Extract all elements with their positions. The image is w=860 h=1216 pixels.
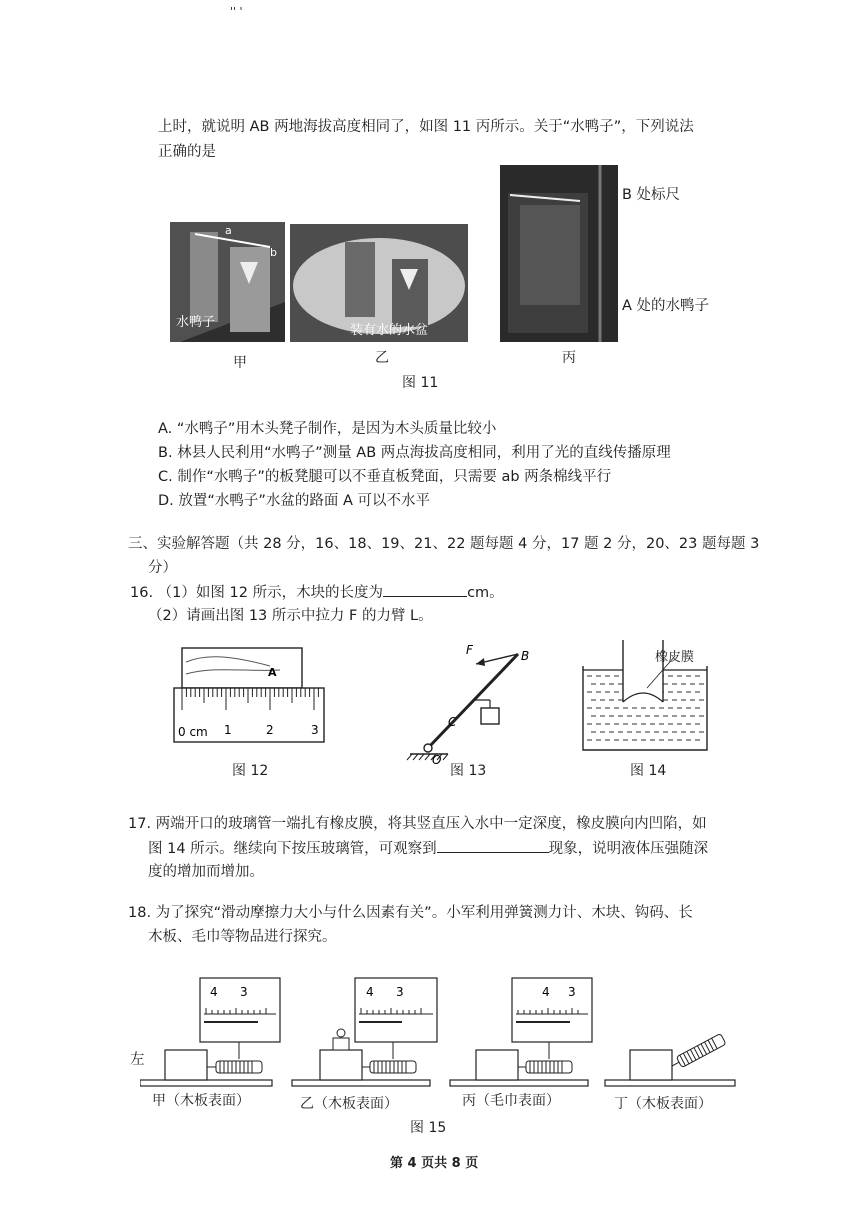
q16-part2: （2）请画出图 13 所示中拉力 F 的力臂 L。	[148, 608, 433, 624]
q18-line-2: 木板、毛巾等物品进行探究。	[148, 929, 337, 945]
fig11-label-b-ruler: B 处标尺	[622, 187, 681, 203]
fig15-block-ding	[630, 1050, 672, 1080]
q17-line2-before: 图 14 所示。继续向下按压玻璃管，可观察到	[148, 841, 437, 857]
q16-part1	[130, 580, 504, 605]
intro-line-2: 正确的是	[158, 144, 216, 160]
fig15-gauge-bing-4: 4	[542, 985, 550, 999]
fig15-caption-yi: 乙（木板表面）	[300, 1096, 398, 1112]
fig13-ground-hatch	[407, 754, 448, 760]
fig11-photo-bing	[500, 165, 618, 342]
fig11-label-jia: 水鸭子	[176, 315, 216, 330]
q16-part1-before: 16. （1）如图 12 所示，木块的长度为	[130, 585, 384, 601]
fig13-weight	[481, 708, 499, 724]
q17-line-2	[148, 836, 708, 861]
fig11-title: 图 11	[402, 375, 439, 391]
q15-option-b: B. 林县人民利用“水鸭子”测量 AB 两点海拔高度相同，利用了光的直线传播原理	[158, 445, 671, 461]
q17-line-3: 度的增加而增加。	[148, 864, 264, 880]
section3-line-2: 分）	[148, 560, 177, 576]
fig12-tick-3: 3	[311, 723, 319, 737]
fig12-tick-0: 0 cm	[178, 725, 208, 739]
q17-line-1: 17. 两端开口的玻璃管一端扎有橡皮膜，将其竖直压入水中一定深度，橡皮膜向内凹陷，如	[128, 816, 707, 832]
fig15-setup-ding	[605, 1033, 735, 1086]
fig15-board-jia	[140, 1080, 272, 1086]
fig15-spring-scale-yi	[370, 1061, 416, 1073]
fig15-block-yi	[320, 1050, 362, 1080]
fig13-lever-figure	[390, 636, 550, 766]
fig15-board-bing	[450, 1080, 588, 1086]
fig15-gauge-bing-3: 3	[568, 985, 576, 999]
fig15-board-yi	[292, 1080, 430, 1086]
fig15-friction-figure	[140, 970, 740, 1095]
fig11-mark-b: b	[270, 246, 277, 259]
fig15-block-jia	[165, 1050, 207, 1080]
fig11-caption-bing: 丙	[562, 350, 576, 366]
fig14-membrane-label: 橡皮膜	[655, 650, 695, 665]
fig12-tick-1: 1	[224, 723, 232, 737]
fig15-setup-yi	[292, 978, 437, 1086]
fig11-caption-jia: 甲	[233, 355, 247, 371]
fig11-mark-a: a	[225, 224, 232, 237]
fig15-spring-scale-jia	[216, 1061, 262, 1073]
fig15-board-ding	[605, 1080, 735, 1086]
fig15-weight-yi	[333, 1038, 349, 1050]
fig13-force-arrowhead	[476, 658, 485, 666]
fig13-caption: 图 13	[450, 763, 487, 779]
fig15-gauge-jia-3: 3	[240, 985, 248, 999]
q16-part1-after: cm。	[467, 585, 504, 601]
fig14-caption: 图 14	[630, 763, 667, 779]
fig15-block-bing	[476, 1050, 518, 1080]
fig15-gauge-yi-3: 3	[396, 985, 404, 999]
q16-answer-blank[interactable]	[383, 580, 467, 597]
fig15-caption-bing: 丙（毛巾表面）	[462, 1093, 560, 1109]
fig12-ruler-figure	[170, 640, 330, 750]
fig12-caption: 图 12	[232, 763, 269, 779]
fig12-wood-block	[182, 648, 302, 688]
fig13-label-f: F	[466, 643, 473, 657]
fig13-label-c: C	[448, 715, 457, 729]
fig15-spring-scale-bing	[526, 1061, 572, 1073]
fig15-title: 图 15	[410, 1120, 447, 1136]
q17-answer-blank[interactable]	[437, 836, 549, 853]
fig15-left-label: 左	[130, 1052, 145, 1068]
fig11-photo-jia	[170, 222, 285, 342]
fig13-label-o: O	[432, 753, 442, 766]
section3-line-1: 三、实验解答题（共 28 分，16、18、19、21、22 题每题 4 分，17 题 2 分，20、23 题每题 3	[128, 536, 760, 552]
fig11-caption-yi: 乙	[375, 350, 389, 366]
page-footer: 第 4 页共 8 页	[390, 1156, 479, 1171]
fig11-label-a-duck: A 处的水鸭子	[622, 298, 710, 314]
fig11-photo-jia-drawing	[170, 222, 285, 342]
q15-option-a: A. “水鸭子”用木头凳子制作，是因为木头质量比较小	[158, 421, 497, 437]
q15-option-d: D. 放置“水鸭子”水盆的路面 A 可以不水平	[158, 493, 431, 509]
fig15-weight-hook-yi	[337, 1029, 345, 1037]
fig11-photo-bing-drawing	[500, 165, 618, 342]
fig13-pivot	[424, 744, 432, 752]
fig15-gauge-jia-4: 4	[210, 985, 218, 999]
fig15-caption-jia: 甲（木板表面）	[152, 1093, 250, 1109]
top-marks: '' '	[230, 5, 243, 18]
q15-option-c: C. 制作“水鸭子”的板凳腿可以不垂直板凳面，只需要 ab 两条棉线平行	[158, 469, 612, 485]
fig15-spring-scale-ding	[669, 1033, 726, 1071]
q18-line-1: 18. 为了探究“滑动摩擦力大小与什么因素有关”。小军利用弹簧测力计、木块、钩码、长	[128, 905, 693, 921]
q17-line2-after: 现象，说明液体压强随深	[548, 841, 709, 857]
fig12-tick-2: 2	[266, 723, 274, 737]
fig13-label-b: B	[521, 649, 530, 663]
fig15-gauge-yi-4: 4	[366, 985, 374, 999]
fig12-block-label: A	[268, 666, 277, 679]
intro-line-1: 上时，就说明 AB 两地海拔高度相同了，如图 11 丙所示。关于“水鸭子”，下列说法	[158, 119, 694, 135]
fig15-caption-ding: 丁（木板表面）	[614, 1096, 712, 1112]
fig15-setup-jia	[140, 978, 280, 1086]
fig15-setup-bing	[450, 978, 592, 1086]
fig11-photo-yi	[290, 224, 468, 342]
fig11-photo-yi-drawing	[290, 224, 468, 342]
fig13-lever-rod	[428, 654, 518, 748]
fig11-label-yi: 装有水的水盆	[350, 323, 429, 338]
